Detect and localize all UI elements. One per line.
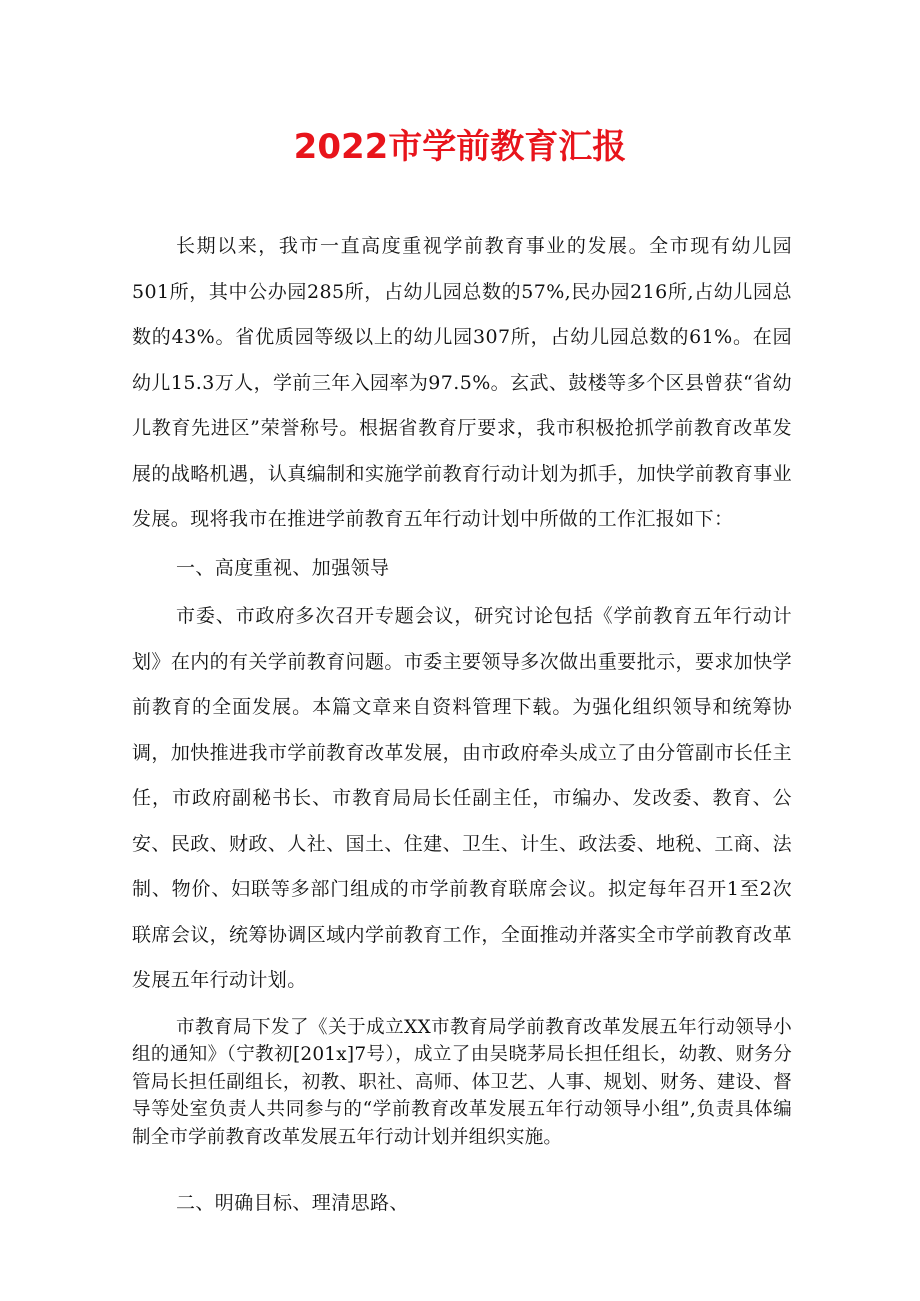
section-heading-1: 一、高度重视、加强领导 xyxy=(176,556,390,579)
paragraph-leading-group: 市教育局下发了《关于成立XX市教育局学前教育改革发展五年行动领导小组的通知》（宁教初[201x]7号），成立了由吴晓茅局长担任组长，幼教、财务分管局长担任副组长，初教、职社、高师、体卫艺、人事、规划、财务、建设、督导等处室负责人共同参与的“学前教育改革发展五年行动领导小组”,负责具体编制全市学前教育改革发展五年行动计划并组织实施。 xyxy=(132,1016,792,1148)
document-title: 2022市学前教育汇报 xyxy=(293,127,627,167)
paragraph-intro: 长期以来，我市一直高度重视学前教育事业的发展。全市现有幼儿园501所，其中公办园285所，占幼儿园总数的57%,民办园216所,占幼儿园总数的43%。省优质园等级以上的幼儿园307所，占幼儿园总数的61%。在园幼儿15.3万人，学前三年入园率为97.5%。玄武、鼓楼等多个区县曾获“省幼儿教育先进区”荣誉称号。根据省教育厅要求，我市积极抢抓学前教育改革发展的战略机遇，认真编制和实施学前教育行动计划为抓手，加快学前教育事业发展。现将我市在推进学前教育五年行动计划中所做的工作汇报如下： xyxy=(132,235,792,530)
document-body xyxy=(132,224,792,1227)
section-heading-2: 二、明确目标、理清思路、 xyxy=(176,1192,409,1214)
paragraph-leadership: 市委、市政府多次召开专题会议，研究讨论包括《学前教育五年行动计划》在内的有关学前教育问题。市委主要领导多次做出重要批示，要求加快学前教育的全面发展。本篇文章来自资料管理下载。为强化组织领导和统筹协调，加快推进我市学前教育改革发展，由市政府牵头成立了由分管副市长任主任，市政府副秘书长、市教育局局长任副主任，市编办、发改委、教育、公安、民政、财政、人社、国土、住建、卫生、计生、政法委、地税、工商、法制、物价、妇联等多部门组成的市学前教育联席会议。拟定每年召开1至2次联席会议，统筹协调区域内学前教育工作，全面推动并落实全市学前教育改革发展五年行动计划。 xyxy=(132,605,792,991)
